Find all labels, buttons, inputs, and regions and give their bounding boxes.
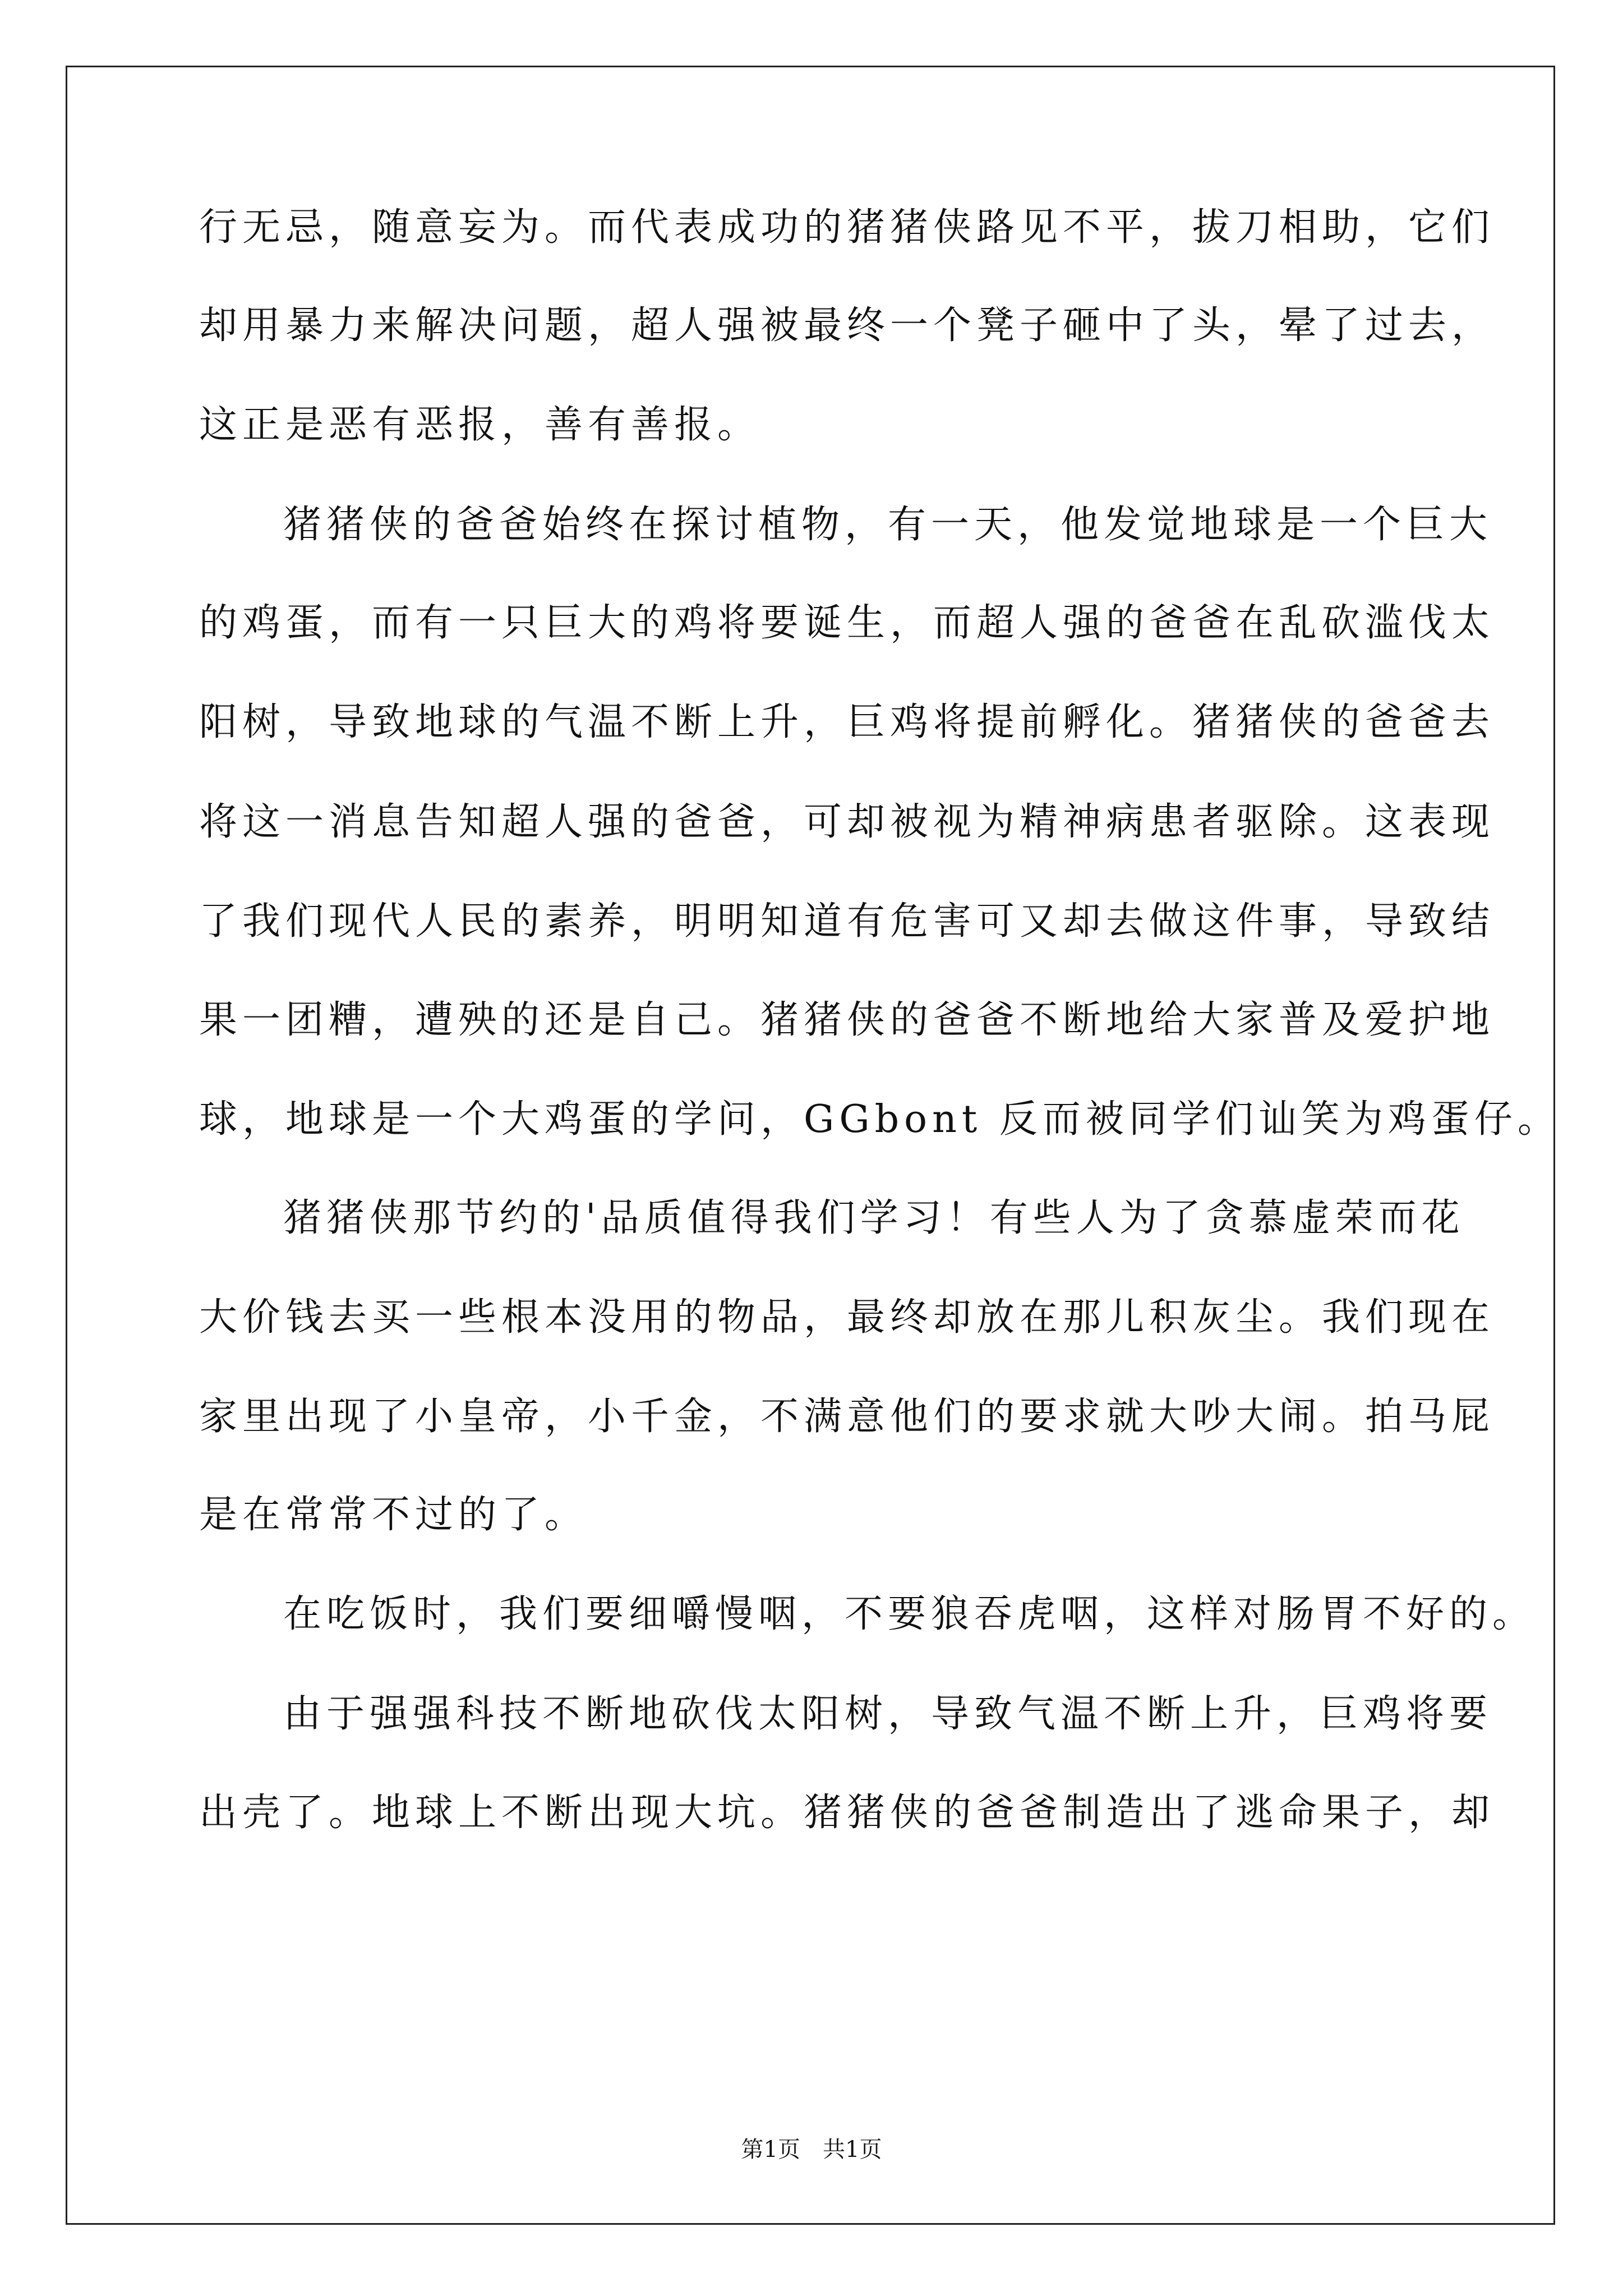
page-frame bbox=[66, 66, 1555, 2225]
text-line: 大价钱去买一些根本没用的物品，最终却放在那儿积灰尘。我们现在 bbox=[199, 1295, 1495, 1340]
text-line: 猪猪侠那节约的'品质值得我们学习！有些人为了贪慕虚荣而花 bbox=[283, 1196, 1465, 1240]
text-line: 球，地球是一个大鸡蛋的学问，GGbont 反而被同学们讪笑为鸡蛋仔。 bbox=[199, 1097, 1561, 1142]
text-line: 猪猪侠的爸爸始终在探讨植物，有一天，他发觉地球是一个巨大 bbox=[283, 503, 1493, 547]
text-line: 将这一消息告知超人强的爸爸，可却被视为精神病患者驱除。这表现 bbox=[199, 800, 1495, 844]
text-line: 果一团糟，遭殃的还是自己。猪猪侠的爸爸不断地给大家普及爱护地 bbox=[199, 998, 1495, 1042]
text-line: 的鸡蛋，而有一只巨大的鸡将要诞生，而超人强的爸爸在乱砍滥伐太 bbox=[199, 601, 1495, 645]
text-line: 家里出现了小皇帝，小千金，不满意他们的要求就大吵大闹。拍马屁 bbox=[199, 1395, 1495, 1439]
text-line: 这正是恶有恶报，善有善报。 bbox=[199, 403, 761, 447]
text-line: 在吃饭时，我们要细嚼慢咽，不要狼吞虎咽，这样对肠胃不好的。 bbox=[283, 1592, 1536, 1636]
text-line: 了我们现代人民的素养，明明知道有危害可又却去做这件事，导致结 bbox=[199, 899, 1495, 944]
text-line: 出壳了。地球上不断出现大坑。猪猪侠的爸爸制造出了逃命果子，却 bbox=[199, 1791, 1495, 1835]
text-line: 却用暴力来解决问题，超人强被最终一个凳子砸中了头，晕了过去， bbox=[199, 303, 1495, 348]
text-line: 是在常常不过的了。 bbox=[199, 1493, 588, 1537]
text-line: 阳树，导致地球的气温不断上升，巨鸡将提前孵化。猪猪侠的爸爸去 bbox=[199, 700, 1495, 744]
text-line: 由于强强科技不断地砍伐太阳树，导致气温不断上升，巨鸡将要 bbox=[283, 1692, 1493, 1736]
page-number-footer: 第1页 共1页 bbox=[741, 2137, 882, 2162]
text-line: 行无忌，随意妄为。而代表成功的猪猪侠路见不平，拔刀相助，它们 bbox=[199, 205, 1495, 250]
